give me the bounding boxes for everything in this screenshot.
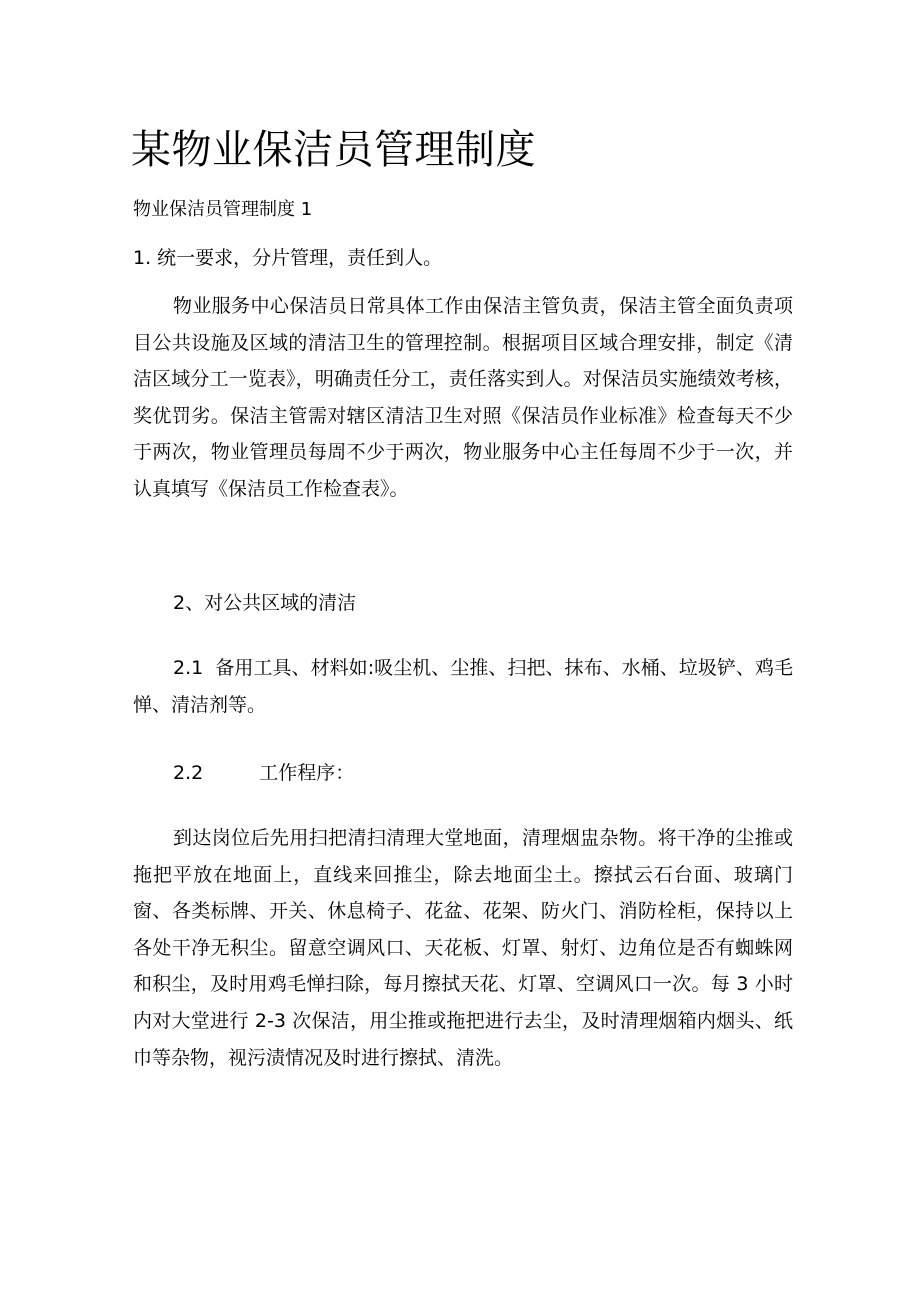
section-2-2-number: 2.2: [173, 762, 204, 784]
section-2-1-text: 备用工具、材料如:吸尘机、尘推、扫把、抹布、水桶、垃圾铲、鸡毛惮、清洁剂等。: [133, 657, 793, 716]
section-2-2-heading: [173, 760, 354, 786]
document-title: 某物业保洁员管理制度: [131, 127, 536, 173]
section-1-paragraph: 物业服务中心保洁员日常具体工作由保洁主管负责，保洁主管全面负责项目公共设施及区域的清洁卫生的管理控制。根据项目区域合理安排，制定《清洁区域分工一览表》，明确责任分工，责任落实到人。对保洁员实施绩效考核，奖优罚劣。保洁主管需对辖区清洁卫生对照《保洁员作业标准》检查每天不少于两次，物业管理员每周不少于两次，物业服务中心主任每周不少于一次，并认真填写《保洁员工作检查表》。: [133, 295, 793, 500]
section-2-heading: 2、对公共区域的清洁: [173, 592, 357, 614]
section-1-heading: 1. 统一要求，分片管理，责任到人。: [133, 247, 443, 269]
section-2-1-number: 2.1: [173, 657, 204, 679]
section-2-2-paragraph: 到达岗位后先用扫把清扫清理大堂地面，清理烟盅杂物。将干净的尘推或拖把平放在地面上，直线来回推尘，除去地面尘土。擦拭云石台面、玻璃门窗、各类标牌、开关、休息椅子、花盆、花架、防火门、消防栓柜，保持以上各处干净无积尘。留意空调风口、天花板、灯罩、射灯、边角位是否有蜘蛛网和积尘，及时用鸡毛惮扫除，每月擦拭天花、灯罩、空调风口一次。每 3 小时内对大堂进行 2-3 次保洁，用尘推或拖把进行去尘，及时清理烟箱内烟头、纸巾等杂物，视污渍情况及时进行擦拭、清洗。: [133, 827, 793, 1069]
document-subtitle: 物业保洁员管理制度 1: [133, 199, 313, 220]
section-2-2-text: 工作程序：: [259, 762, 355, 784]
section-2-1-paragraph: [133, 650, 793, 723]
